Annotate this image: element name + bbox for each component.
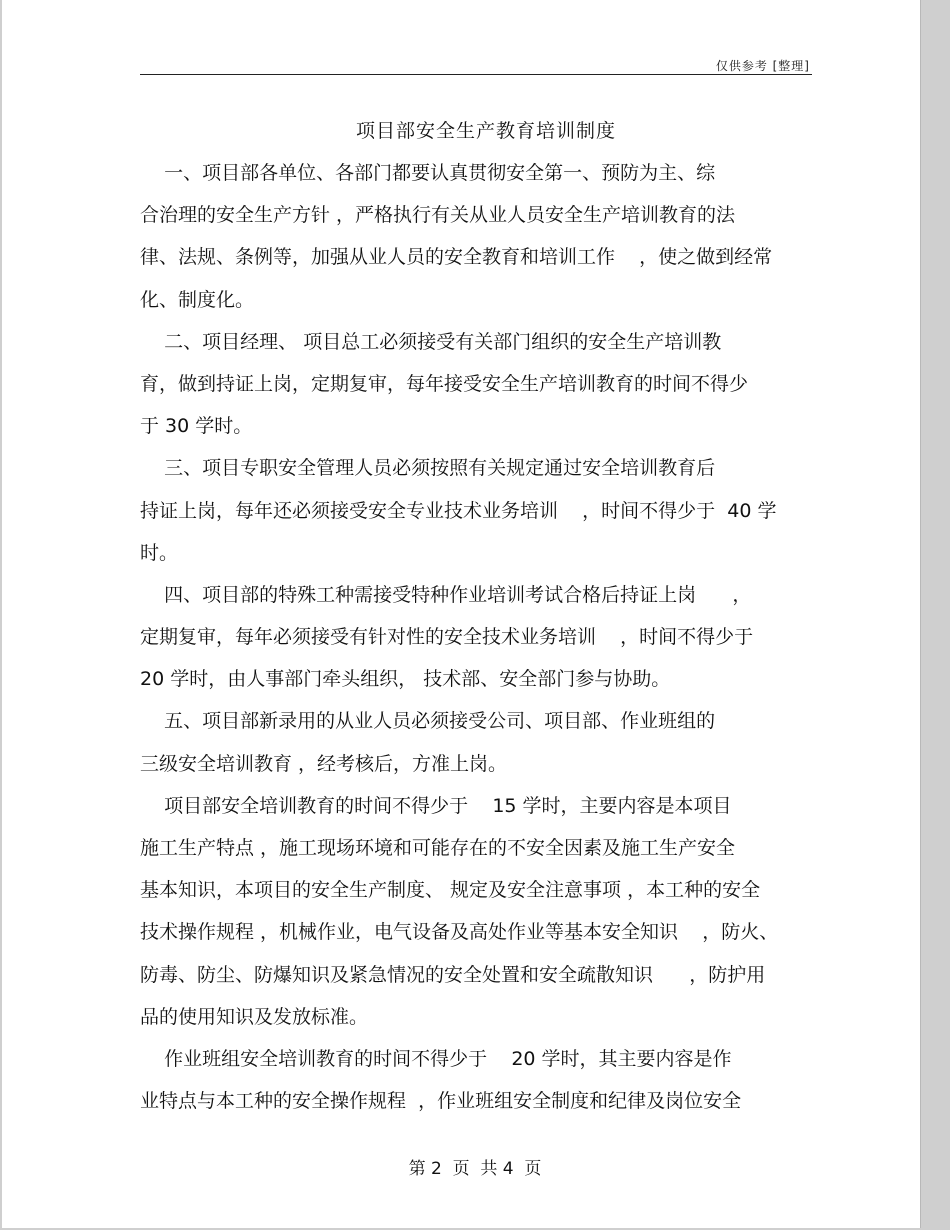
page-footer: 第 2 页 共 4 页 (408, 1159, 542, 1179)
body-line: 作业班组安全培训教育的时间不得少于 20 学时，其主要内容是作 (140, 1047, 732, 1070)
body-line: 品的使用知识及发放标准。 (140, 1005, 369, 1028)
body-line: 持证上岗，每年还必须接受安全专业技术业务培训 ，时间不得少于 40 学 (140, 499, 777, 522)
body-line: 基本知识，本项目的安全生产制度、 规定及安全注意事项 ，本工种的安全 (140, 879, 761, 902)
body-line: 合治理的安全生产方针 ，严格执行有关从业人员安全生产培训教育的法 (140, 204, 736, 227)
document-page (2, 0, 921, 1228)
body-line: 一、项目部各单位、各部门都要认真贯彻安全第一、预防为主、综 (140, 162, 716, 184)
body-line: 育，做到持证上岗，定期复审，每年接受安全生产培训教育的时间不得少 (140, 372, 749, 395)
body-line: 业特点与本工种的安全操作规程 ，作业班组安全制度和纪律及岗位安全 (140, 1090, 742, 1113)
body-line: 二、项目经理、 项目总工必须接受有关部门组织的安全生产培训教 (140, 330, 722, 353)
body-line: 五、项目部新录用的从业人员必须接受公司、项目部、作业班组的 (140, 710, 716, 733)
body-line: 三、项目专职安全管理人员必须按照有关规定通过安全培训教育后 (140, 457, 716, 480)
body-line: 施工生产特点 ，施工现场环境和可能存在的不安全因素及施工生产安全 (140, 837, 736, 859)
body-line: 三级安全培训教育 ，经考核后，方准上岗。 (140, 752, 508, 775)
body-line: 项目部安全培训教育的时间不得少于 15 学时，主要内容是本项目 (140, 794, 732, 817)
body-line: 20 学时，由人事部门牵头组织， 技术部、安全部门参与协助。 (140, 668, 671, 691)
body-line: 时。 (140, 541, 179, 564)
body-line: 化、制度化。 (140, 288, 255, 311)
body-line: 技术操作规程 ，机械作业，电气设备及高处作业等基本安全知识 ，防火、 (140, 921, 779, 944)
body-line: 四、项目部的特殊工种需接受特种作业培训考试合格后持证上岗 ， (140, 583, 752, 606)
header-text: 仅供参考 [整理] (715, 59, 810, 73)
page-header (140, 52, 812, 75)
body-line: 防毒、防尘、防爆知识及紧急情况的安全处置和安全疏散知识 ，防护用 (140, 963, 766, 986)
body-line: 定期复审，每年必须接受有针对性的安全技术业务培训 ，时间不得少于 (140, 626, 754, 649)
body-line: 律、法规、条例等，加强从业人员的安全教育和培训工作 ，使之做到经常 (140, 246, 773, 269)
document-title: 项目部安全生产教育培训制度 (355, 120, 616, 142)
document-body (140, 157, 810, 1127)
body-line: 于 30 学时。 (140, 415, 253, 438)
